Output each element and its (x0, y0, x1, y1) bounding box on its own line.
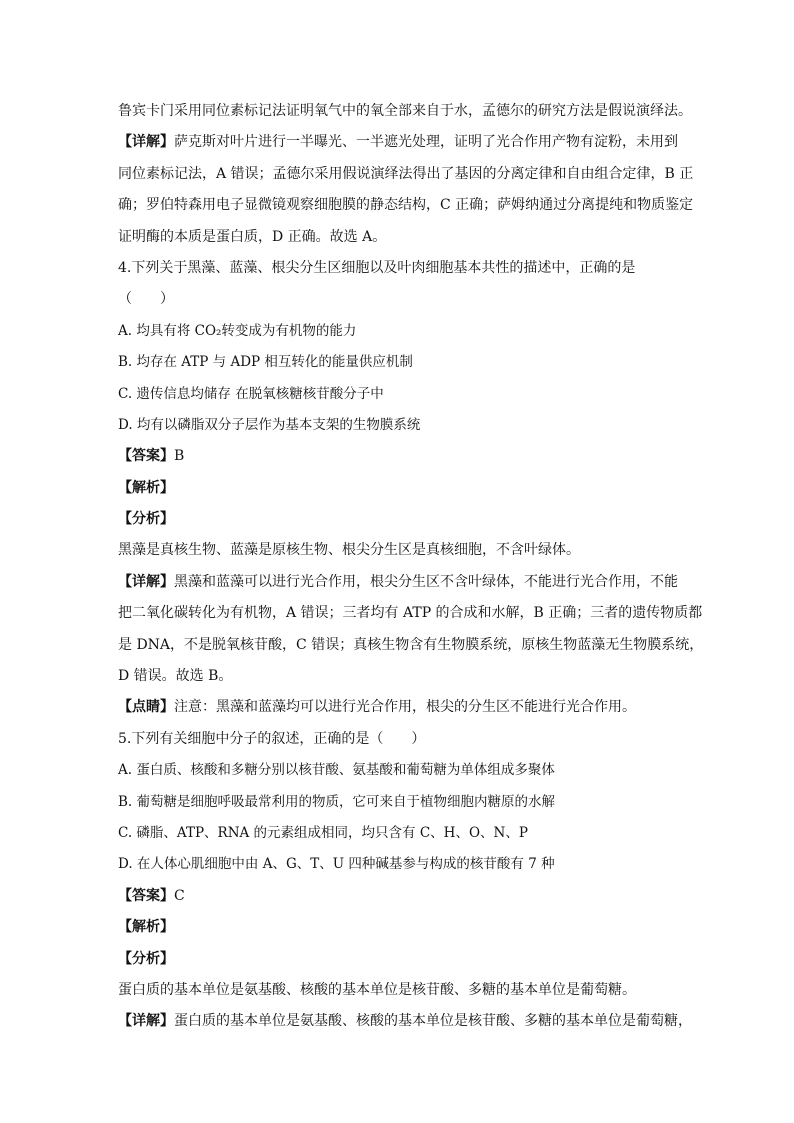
line-text: 是 DNA，不是脱氧核苷酸，C 错误；真核生物含有生物膜系统，原核生物蓝藻无生物膜系统， (118, 636, 704, 653)
line-text: A. 蛋白质、核酸和多糖分别以核苷酸、氨基酸和葡萄糖为单体组成多聚体 (118, 762, 555, 779)
line-text: B (174, 448, 185, 465)
text-line (118, 567, 678, 598)
text-line (118, 316, 678, 347)
text-line (118, 818, 678, 849)
text-line (118, 504, 678, 535)
text-line (118, 379, 678, 410)
text-line (118, 410, 678, 441)
line-text: D. 在人体心肌细胞中由 A、G、T、U 四种碱基参与构成的核苷酸有 7 种 (118, 856, 555, 873)
line-text: A. 均具有将 CO₂转变成为有机物的能力 (118, 322, 357, 339)
text-line (118, 347, 678, 378)
text-line (118, 661, 678, 692)
line-text: 4.下列关于黑藻、蓝藻、根尖分生区细胞以及叶肉细胞基本共性的描述中，正确的是 (118, 259, 636, 276)
section-tag: 【详解】 (118, 134, 174, 151)
text-line (118, 630, 704, 661)
section-tag: 【分析】 (118, 950, 174, 967)
text-line (118, 222, 678, 253)
line-text: 黑藻是真核生物、蓝藻是原核生物、根尖分生区是真核细胞，不含叶绿体。 (118, 542, 580, 559)
line-text: B. 葡萄糖是细胞呼吸最常利用的物质，它可来自于植物细胞内糖原的水解 (118, 793, 556, 810)
text-line (118, 692, 678, 723)
text-line (118, 724, 678, 755)
line-text: B. 均存在 ATP 与 ADP 相互转化的能量供应机制 (118, 354, 413, 371)
section-tag: 【解析】 (118, 919, 174, 936)
line-text: C. 磷脂、ATP、RNA 的元素组成相同，均只含有 C、H、O、N、P (118, 824, 528, 841)
text-line (118, 441, 678, 472)
line-text: 蛋白质的基本单位是氨基酸、核酸的基本单位是核苷酸、多糖的基本单位是葡萄糖。 (118, 981, 636, 998)
text-line (118, 535, 678, 566)
text-line (118, 849, 678, 880)
section-tag: 【详解】 (118, 1013, 174, 1030)
document-page (118, 96, 704, 1038)
line-text: D. 均有以磷脂双分子层作为基本支架的生物膜系统 (118, 416, 421, 433)
text-line (118, 912, 678, 943)
section-tag: 【解析】 (118, 479, 174, 496)
text-line (118, 473, 678, 504)
line-text: 同位素标记法，A 错误；孟德尔采用假说演绎法得出了基因的分离定律和自由组合定律，B 正 (118, 165, 694, 182)
line-text: 萨克斯对叶片进行一半曝光、一半遮光处理，证明了光合作用产物有淀粉，未用到 (174, 134, 678, 151)
text-line (118, 787, 678, 818)
line-text: 蛋白质的基本单位是氨基酸、核酸的基本单位是核苷酸、多糖的基本单位是葡萄糖， (174, 1013, 692, 1030)
section-tag: 【答案】 (118, 448, 174, 465)
line-text: C. 遗传信息均储存 在脱氧核糖核苷酸分子中 (118, 385, 384, 402)
text-line (118, 598, 703, 629)
line-text: C (174, 887, 185, 904)
line-text: （ ） (118, 291, 174, 308)
line-text: 把二氧化碳转化为有机物，A 错误；三者均有 ATP 的合成和水解，B 正确；三者的遗传物质都 (118, 605, 703, 622)
text-line (118, 1006, 692, 1037)
text-line (118, 284, 678, 315)
line-text: 5.下列有关细胞中分子的叙述，正确的是（ ） (118, 730, 426, 747)
section-tag: 【分析】 (118, 511, 174, 528)
text-line (118, 253, 678, 284)
section-tag: 【详解】 (118, 573, 174, 590)
text-line (118, 96, 692, 127)
line-text: 鲁宾卡门采用同位素标记法证明氧气中的氧全部来自于水，孟德尔的研究方法是假说演绎法。 (118, 103, 692, 119)
text-line (118, 755, 678, 786)
section-tag: 【点睛】 (118, 699, 174, 716)
line-text: 确；罗伯特森用电子显微镜观察细胞膜的静态结构，C 正确；萨姆纳通过分离提纯和物质鉴定 (118, 197, 694, 214)
text-line (118, 159, 694, 190)
line-text: D 错误。故选 B。 (118, 668, 233, 685)
section-tag: 【答案】 (118, 887, 174, 904)
text-line (118, 944, 678, 975)
text-line (118, 190, 694, 221)
line-text: 黑藻和蓝藻可以进行光合作用，根尖分生区不含叶绿体，不能进行光合作用，不能 (174, 573, 678, 590)
text-line (118, 127, 678, 158)
line-text: 注意：黑藻和蓝藻均可以进行光合作用，根尖的分生区不能进行光合作用。 (174, 699, 636, 716)
text-line (118, 975, 678, 1006)
text-line (118, 881, 678, 912)
line-text: 证明酶的本质是蛋白质，D 正确。故选 A。 (118, 228, 387, 245)
